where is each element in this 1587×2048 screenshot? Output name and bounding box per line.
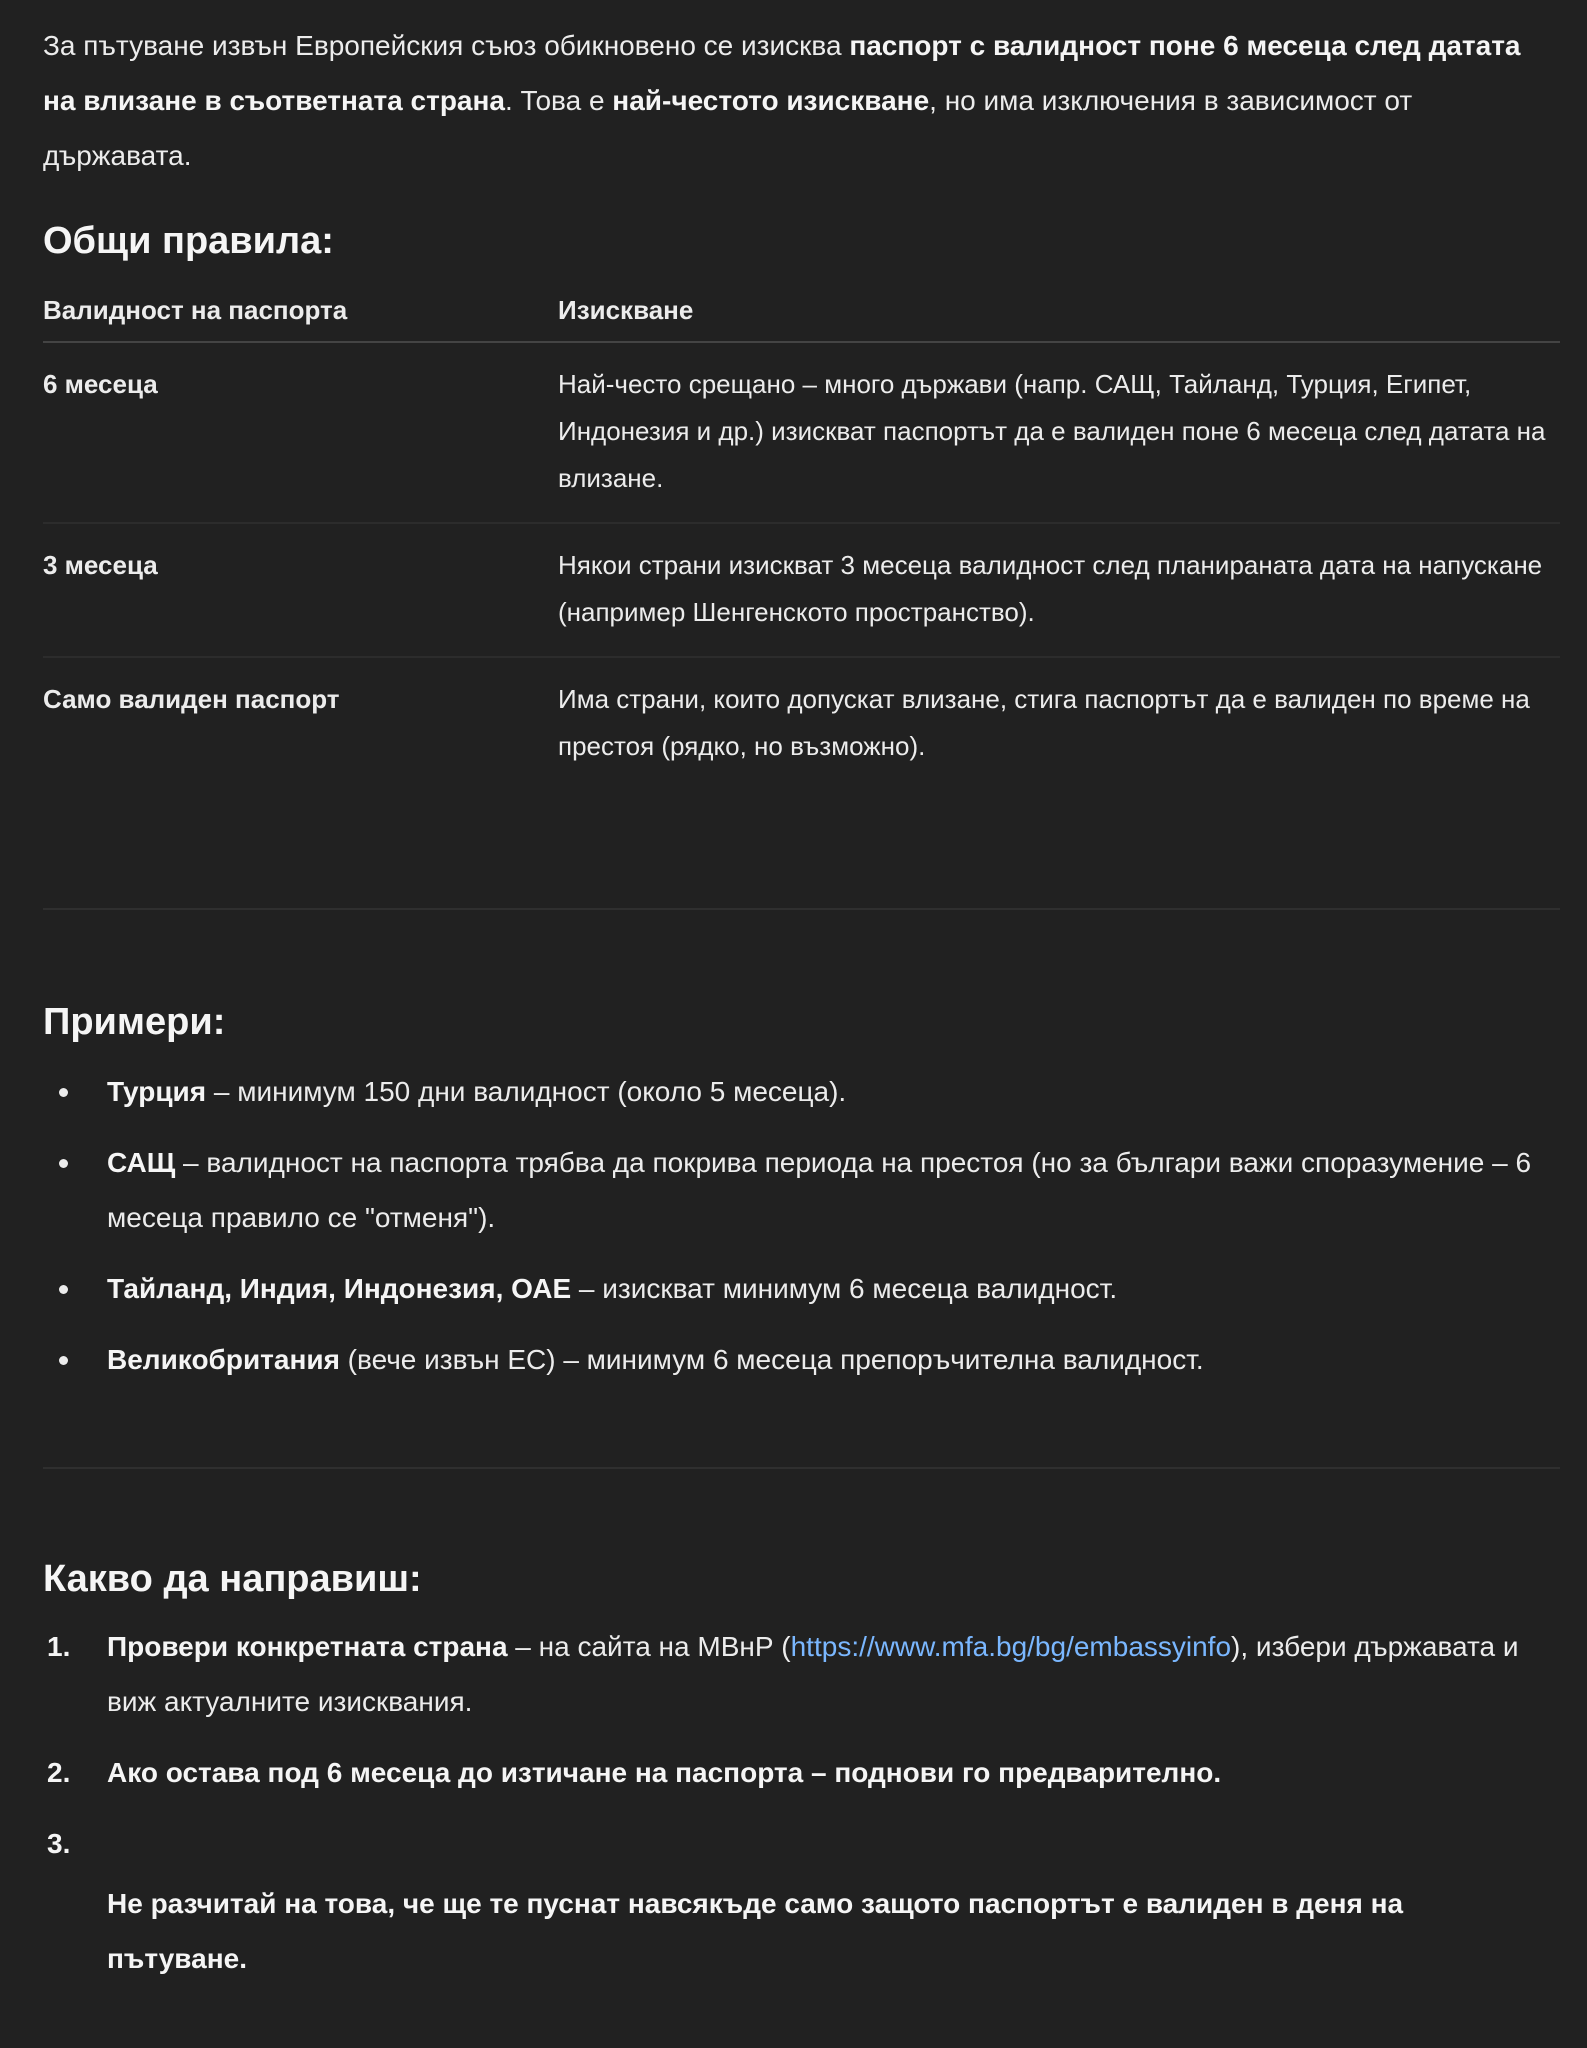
cell-validity: 3 месеца	[43, 523, 558, 657]
step-bold-text: Ако остава под 6 месеца до изтичане на паспорта – поднови го предварително.	[107, 1757, 1222, 1788]
item-text: (вече извън ЕС) – минимум 6 месеца препоръчителна валидност.	[339, 1344, 1204, 1375]
list-item	[43, 1816, 1544, 1986]
step-text: – на сайта на МВнР (	[507, 1631, 791, 1662]
examples-heading: Примери:	[43, 1001, 226, 1043]
step-text: ), избери държавата и виж актуалните изисквания.	[107, 1631, 1519, 1717]
table-header-row	[43, 293, 1560, 342]
item-text: – изискват минимум 6 месеца валидност.	[571, 1273, 1118, 1304]
step-bold-text: Не разчитай на това, че ще те пуснат навсякъде само защото паспортът е валиден в деня на пътуване.	[107, 1888, 1404, 1974]
cell-requirement: Най-често срещано – много държави (напр. САЩ, Тайланд, Турция, Египет, Индонезия и др.) изискват паспортът да е валиден поне 6 месеца след датата на влизане.	[558, 342, 1560, 523]
bullet-icon	[59, 1356, 68, 1365]
cell-requirement: Някои страни изискват 3 месеца валидност след планираната дата на напускане (например Шенгенското пространство).	[558, 523, 1560, 657]
step-number: 1.	[47, 1631, 71, 1662]
intro-bold-common: най-честото изискване	[612, 85, 930, 116]
rules-table	[43, 293, 1560, 790]
list-item	[43, 1332, 1544, 1387]
item-text: – минимум 150 дни валидност (около 5 месеца).	[206, 1076, 847, 1107]
todo-heading: Какво да направиш:	[43, 1558, 422, 1600]
bullet-icon	[59, 1159, 68, 1168]
step-bold-text: Провери конкретната страна	[107, 1631, 508, 1662]
step-number: 3.	[47, 1828, 71, 1859]
cell-validity: 6 месеца	[43, 342, 558, 523]
column-header-validity: Валидност на паспорта	[43, 293, 558, 342]
rules-heading: Общи правила:	[43, 220, 334, 262]
bullet-icon	[59, 1285, 68, 1294]
intro-text: . Това е	[504, 85, 613, 116]
list-item	[43, 1619, 1544, 1729]
list-item	[43, 1135, 1544, 1245]
country-name: Турция	[107, 1076, 207, 1107]
item-text: – валидност на паспорта трябва да покрива периода на престоя (но за българи важи споразумение – 6 месеца правило се "отменя").	[107, 1147, 1532, 1233]
list-item	[43, 1261, 1544, 1316]
intro-text: За пътуване извън Европейския съюз обикновено се изисква	[43, 30, 850, 61]
intro-paragraph	[43, 0, 1544, 183]
column-header-requirement: Изискване	[558, 293, 1560, 342]
todo-list	[43, 1619, 1544, 1986]
step-number: 2.	[47, 1757, 71, 1788]
country-name: Великобритания	[107, 1344, 340, 1375]
intro-text: , но има изключения в зависимост от държавата.	[43, 85, 1413, 171]
section-divider	[43, 1467, 1560, 1469]
table-row	[43, 342, 1560, 523]
cell-requirement: Има страни, които допускат влизане, стига паспортът да е валиден по време на престоя (рядко, но възможно).	[558, 684, 1530, 761]
country-name: Тайланд, Индия, Индонезия, ОАЕ	[107, 1273, 572, 1304]
table-row	[43, 523, 1560, 657]
list-item	[43, 1745, 1544, 1800]
list-item	[43, 1064, 1544, 1119]
section-divider	[43, 908, 1560, 910]
country-name: САЩ	[107, 1147, 176, 1178]
examples-list	[43, 1064, 1544, 1387]
bullet-icon	[59, 1088, 68, 1097]
cell-validity: Само валиден паспорт	[43, 684, 340, 714]
mfa-link[interactable]: https://www.mfa.bg/bg/embassyinfo	[790, 1631, 1232, 1662]
intro-bold-passport: паспорт с валидност поне 6 месеца след датата на влизане в съответната страна	[43, 30, 1521, 116]
table-row	[43, 657, 1560, 790]
